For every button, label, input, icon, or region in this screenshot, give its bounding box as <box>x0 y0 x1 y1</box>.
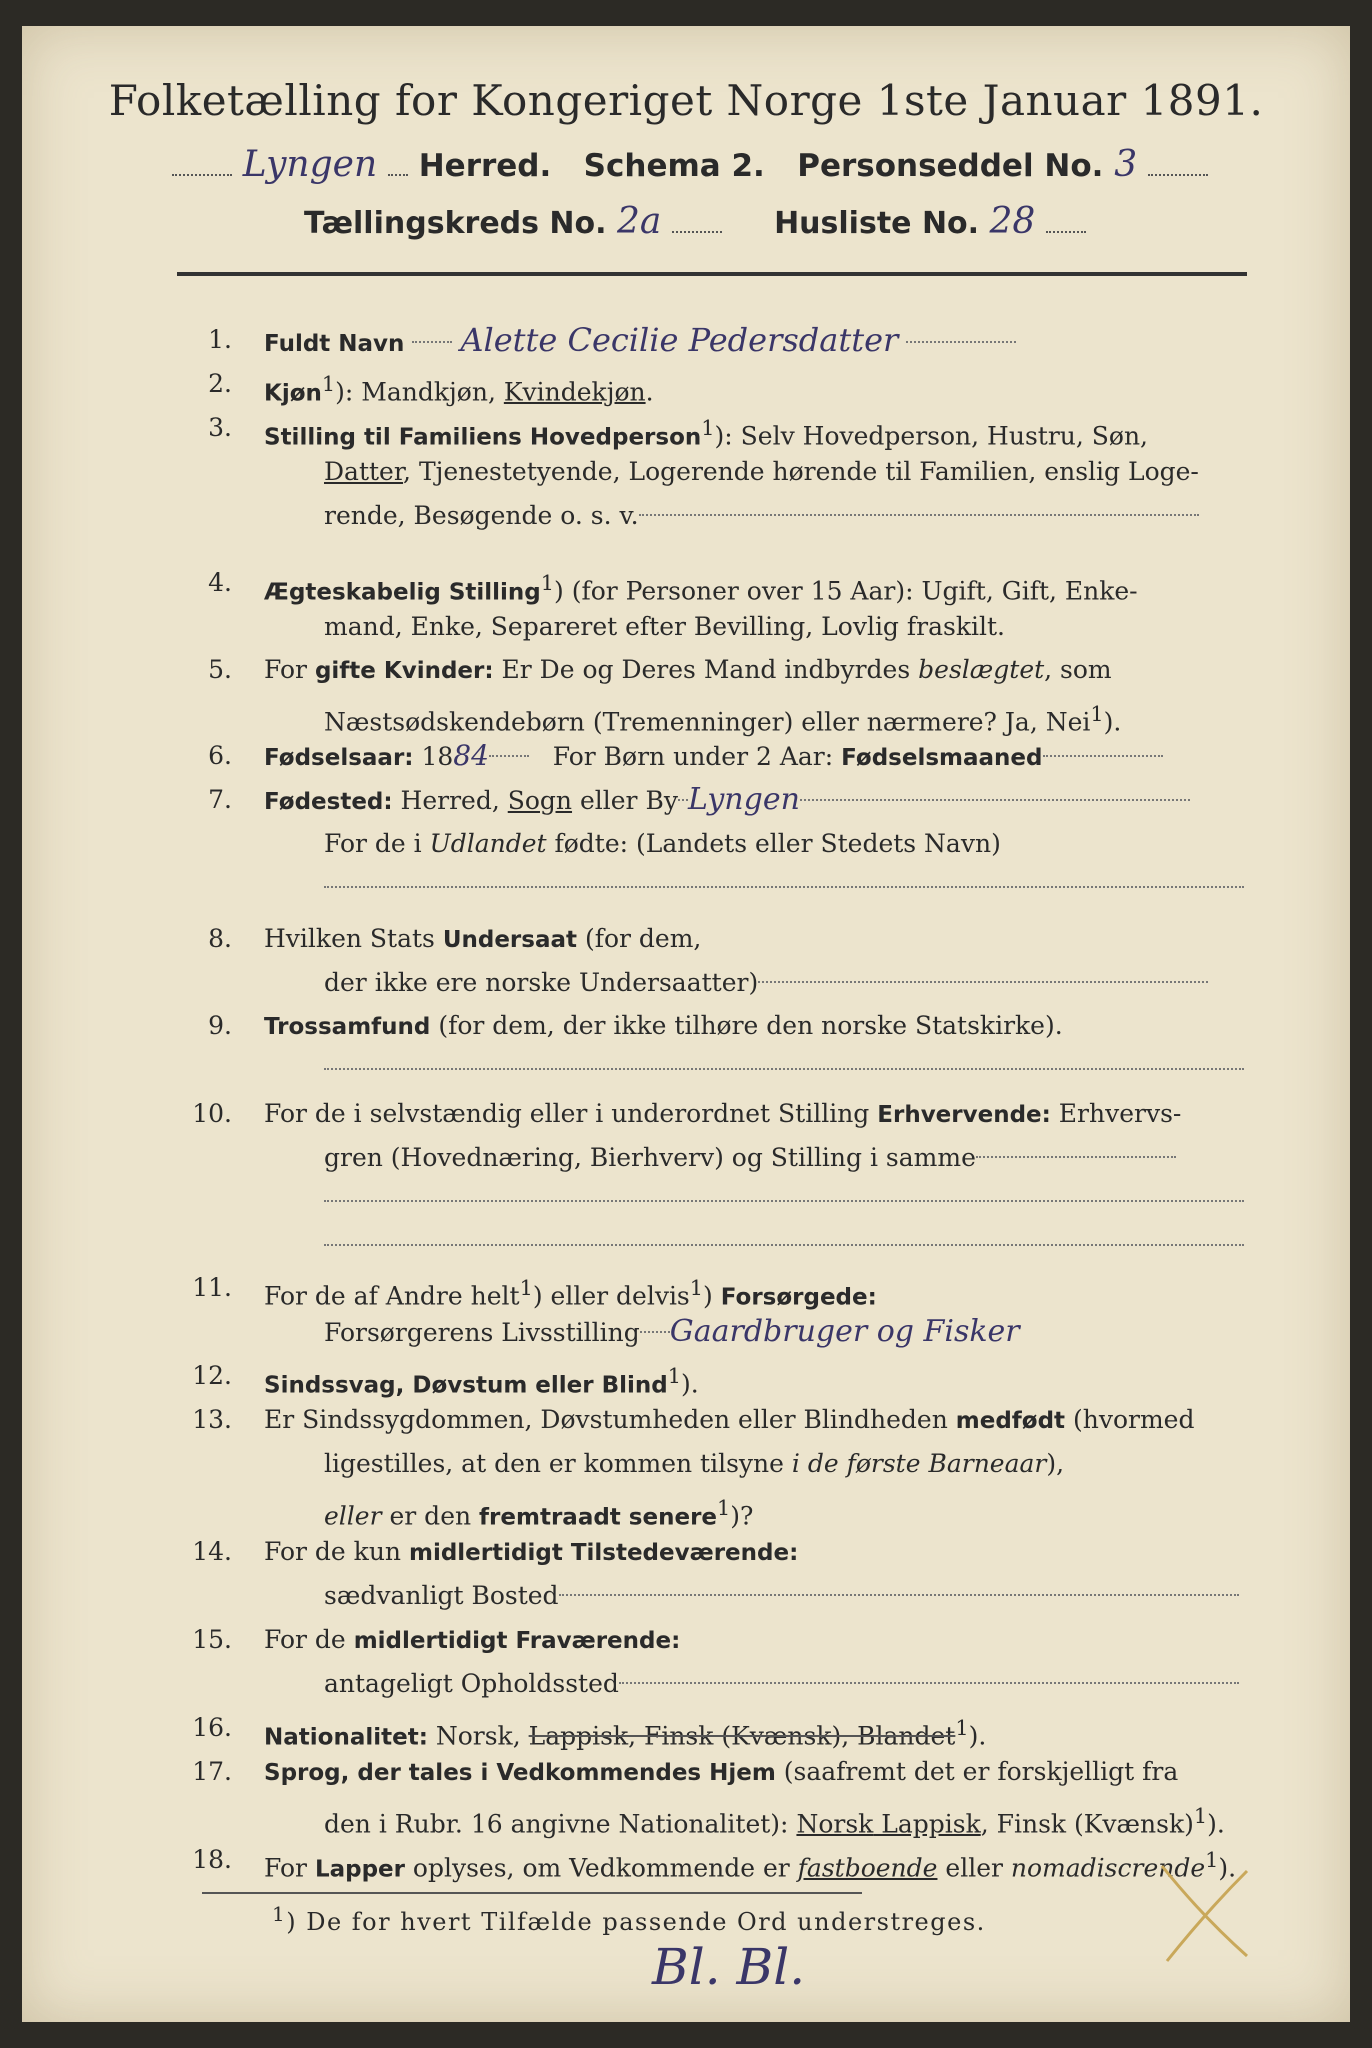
personseddel-label: Personseddel No. <box>797 148 1104 184</box>
kreds-handwritten: 2a <box>617 201 662 242</box>
form-title: Folketælling for Kongeriget Norge 1ste Januar 1891. <box>108 76 1264 125</box>
provider-occupation-handwritten: Gaardbruger og Fisker <box>669 1314 1020 1349</box>
nationality-struck-options: Lappisk, Finsk (Kvænsk), Blandet <box>528 1721 956 1751</box>
sex-selected-kvindekjon: Kvindekjøn <box>503 377 646 407</box>
footnote-rule <box>202 1892 862 1894</box>
kreds-label: Tællingskreds No. <box>304 206 607 241</box>
schema-label: Schema 2. <box>583 148 765 184</box>
husliste-handwritten: 28 <box>989 201 1036 242</box>
birthplace-handwritten: Lyngen <box>687 782 800 817</box>
header-rule <box>177 272 1247 276</box>
cross-mark-icon <box>1152 1856 1262 1966</box>
signature-handwritten: Bl. Bl. <box>652 1938 806 1996</box>
personseddel-handwritten: 3 <box>1114 144 1138 185</box>
birth-year-handwritten: 84 <box>453 739 489 772</box>
husliste-label: Husliste No. <box>774 206 980 241</box>
position-selected-datter: Datter <box>324 457 404 486</box>
footnote: $^1$) De for hvert Tilfælde passende Ord understreges. <box>272 1902 986 1936</box>
herred-handwritten: Lyngen <box>242 144 378 185</box>
header-row-kreds <box>304 201 1086 242</box>
language-selected-norsk: Norsk <box>796 1809 874 1839</box>
census-form-page: Folketælling for Kongeriget Norge 1ste Januar 1891. Lyngen Herred. Schema 2. Personseddel No. 3 Tællingskreds No. 2a Husliste No. 28 1. Fuldt Navn Alette Cecilie Pedersdatter 2. Kjøn$^1$): Mandkjøn, Kvindekjøn. 3. Stilling til Familiens Hovedperson$^1$): Selv Hovedperson, Hustru, Søn, Datter, Tjenestetyende, Logerende hørende til Familien, enslig Loge- rende, Besøgende o. s. v. 4. Ægteskabelig Stilling$^1$) (for Personer over 15 Aar): Ugift, Gift, Enke- mand, Enke, Separeret efter Bevilling, Lovlig fraskilt. 5. For gifte Kvinder: Er De og Deres Mand indbyrdes beslægtet, som Næstsødskendebørn (Tremenninger) eller nærmere? Ja, Nei$^1$). 6. Fødselsaar: 1884 For Børn under 2 Aar: Fødselsmaaned 7. Fødested: Herred, Sogn eller By Lyngen For de i Udlandet fødte: (Landets eller Stedets Navn) 8. Hvilken Stats Undersaat (for dem, der ikke ere norske Undersaatter) 9. Trossamfund (for dem, der ikke tilhøre den norske Statskirke). 10. For de i selvstændig eller i underordnet Stilling Erhvervende: Erhvervs- gren (Hovednæring, Bierhverv) og Stilling i samme 11. For de af Andre helt$^1$) eller delvis$^1$) Forsørgede: Forsørgerens Livsstilling Gaardbruger og Fisker 12. Sindssvag, Døvstum eller Blind$^1$). 13. Er Sindssygdommen, Døvstumheden eller Blindheden medfødt (hvormed ligestilles, at den er kommen tilsyne i de første Barneaar), eller er den fremtraadt senere$^1$)? 14. For de kun midlertidigt Tilstedeværende: sædvanligt Bosted 15. For de midlertidigt Fraværende: antageligt Opholdssted 16. Nationalitet: Norsk, Lappisk, Finsk (Kvænsk), Blandet$^1$). 17. Sprog, der tales i Vedkommendes Hjem (saafremt det er forskjelligt fra den i Rubr. 16 angivne Nationalitet): Norsk Lappisk, Finsk (Kvænsk)$^1$). 18. For Lapper oplyses, om Vedkommende er fastboende eller nomadiscrende$^1$). $^1$) De for hvert Tilfælde passende Ord understreges. Bl. Bl. <box>22 26 1350 2022</box>
name-handwritten: Alette Cecilie Pedersdatter <box>460 321 899 359</box>
header-row-herred <box>172 144 1208 185</box>
herred-label: Herred. <box>418 148 552 184</box>
